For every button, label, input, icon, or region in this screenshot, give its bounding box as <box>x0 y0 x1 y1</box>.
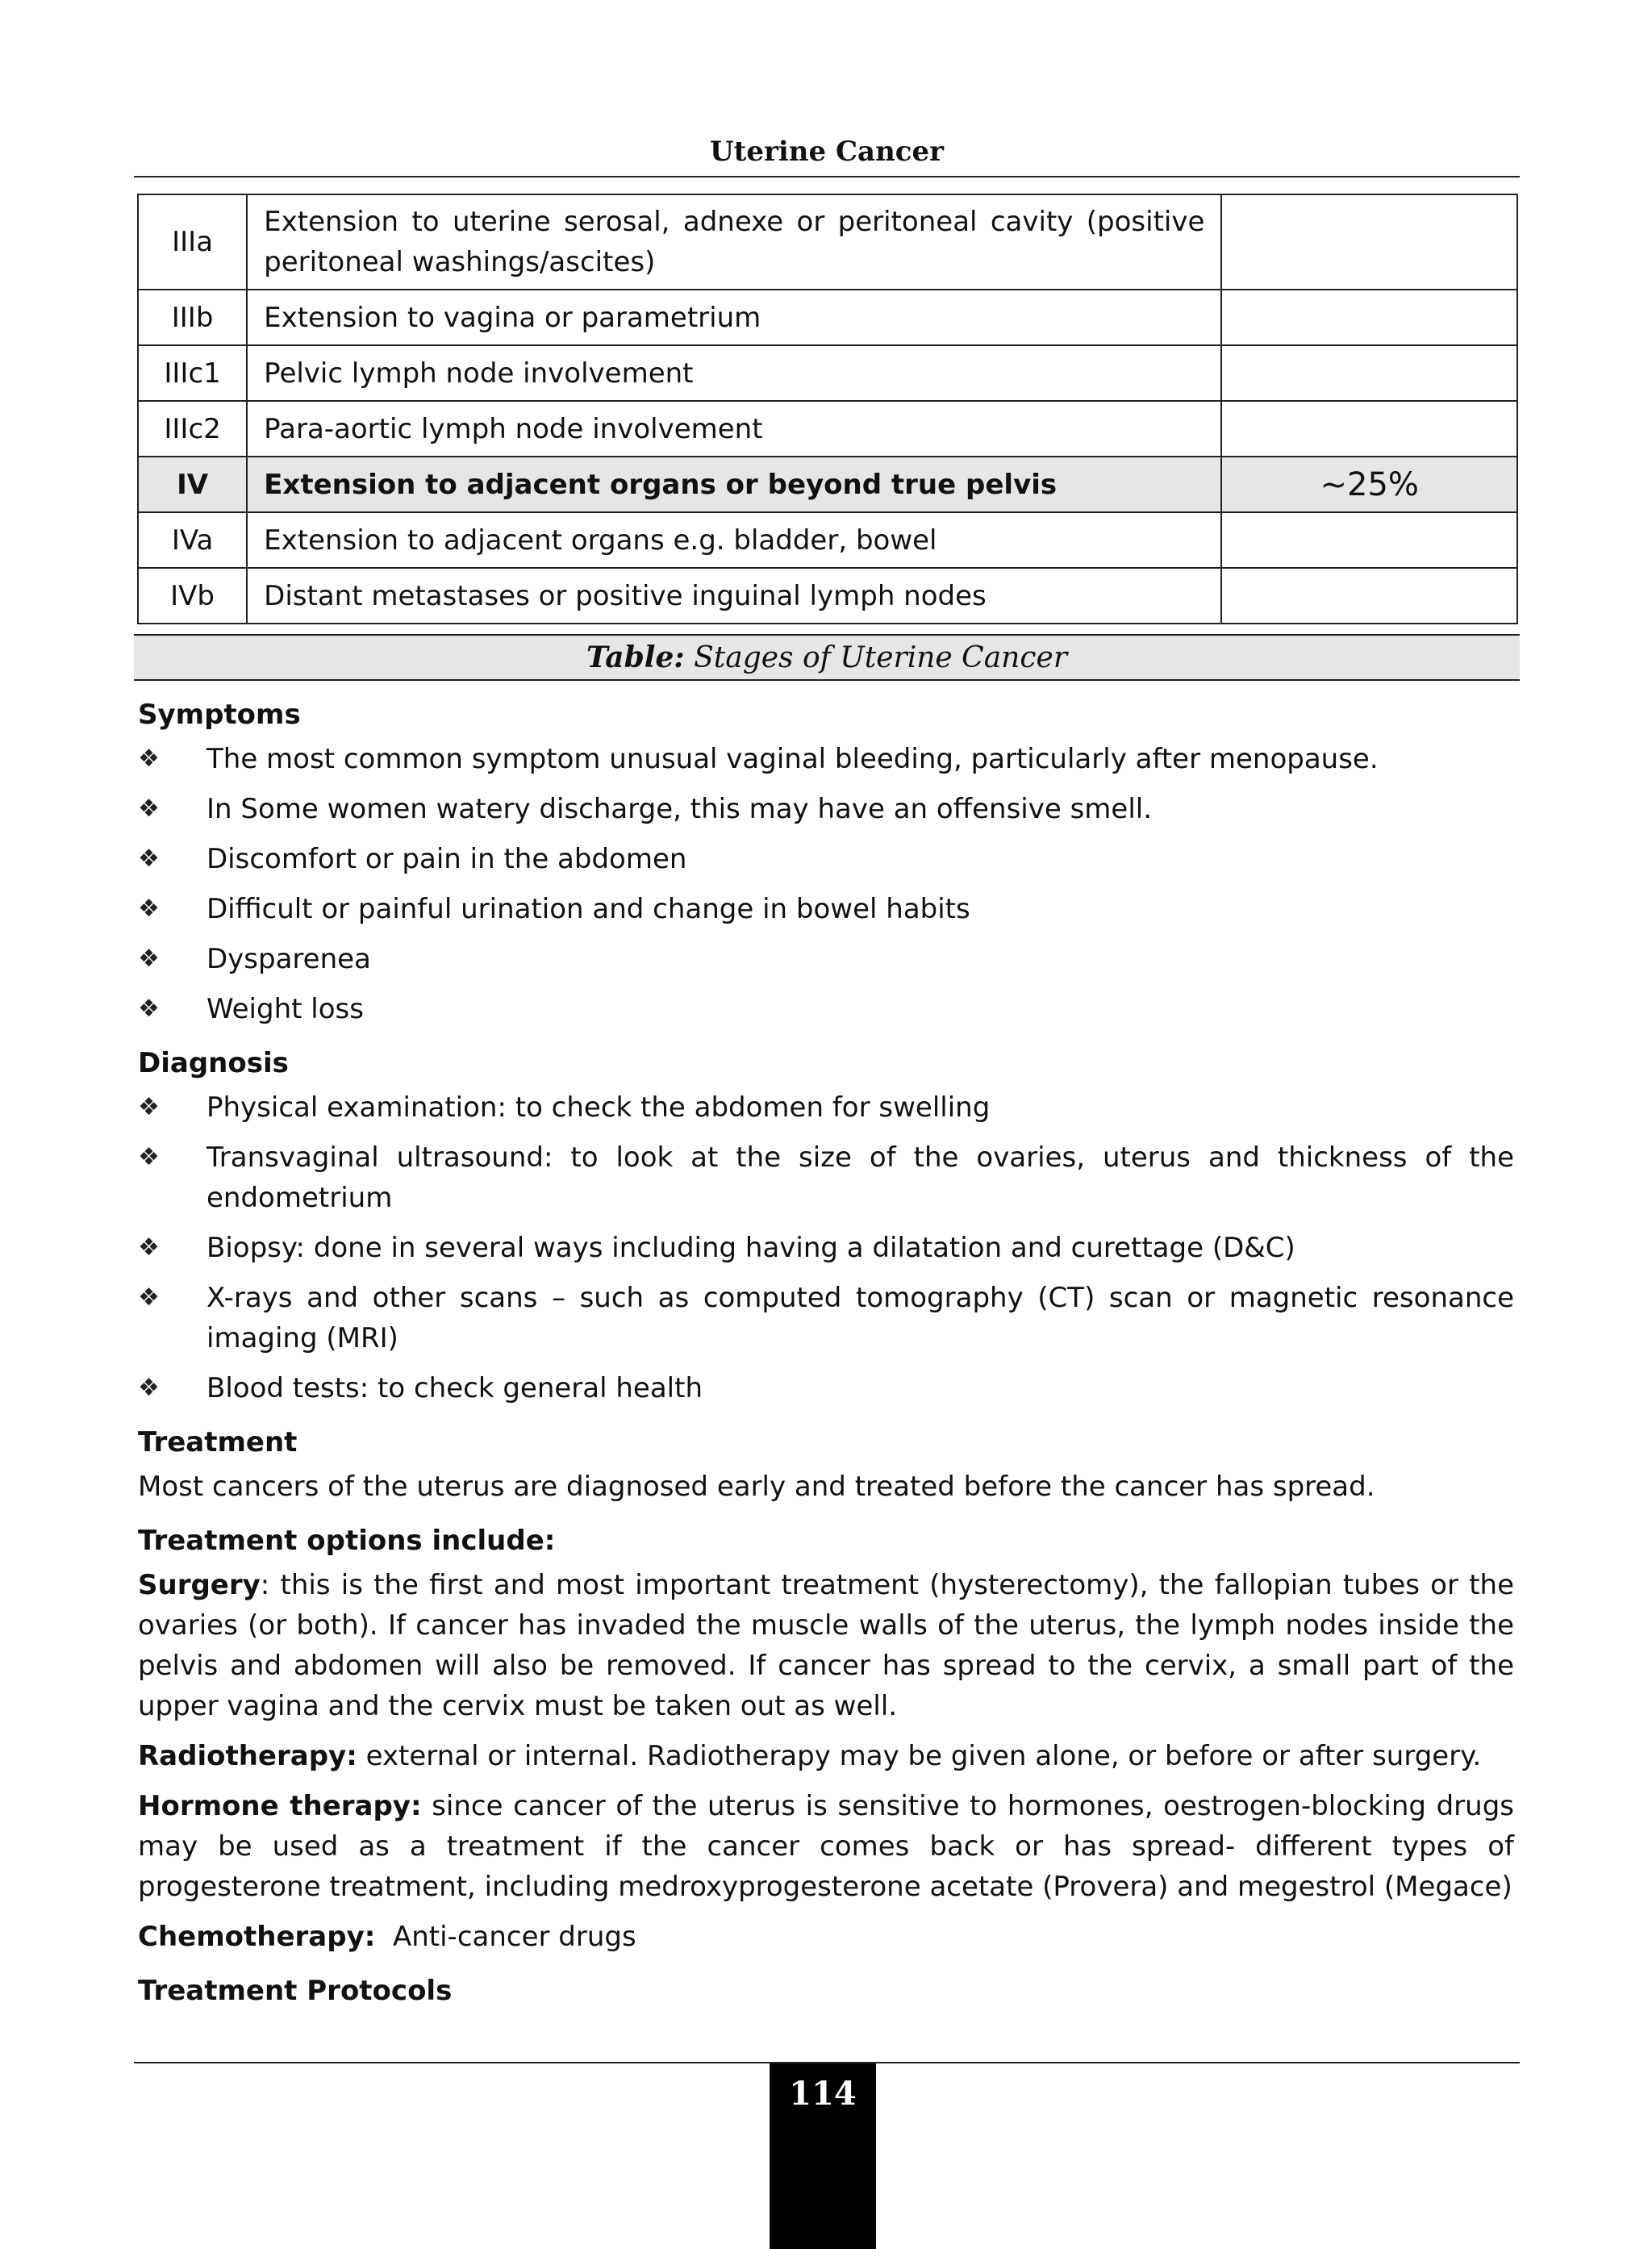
chemotherapy-text: Anti-cancer drugs <box>375 1921 636 1953</box>
stage-cell: IIIc1 <box>138 345 247 401</box>
caption-text: Stages of Uterine Cancer <box>684 641 1068 674</box>
table-caption <box>134 634 1520 681</box>
list-item <box>138 939 1514 979</box>
diamond-bullet-icon: ❖ <box>138 1374 160 1402</box>
diagnosis-heading: Diagnosis <box>138 1047 289 1079</box>
surgery-paragraph <box>138 1565 1514 1726</box>
list-item <box>138 839 1514 879</box>
list-item-text: Biopsy: done in several ways including having a dilatation and curettage (D&C) <box>206 1232 1295 1264</box>
diamond-bullet-icon: ❖ <box>138 745 160 773</box>
diamond-bullet-icon: ❖ <box>138 1283 160 1312</box>
list-item <box>138 989 1514 1029</box>
stage-cell: IVa <box>138 512 247 568</box>
treatment-heading: Treatment <box>138 1426 298 1458</box>
hormone-therapy-text: since cancer of the uterus is sensitive to hormones, oestrogen-blocking drugs may be used as a treatment if the cancer comes back or has spread- different types of progesterone treatment, including medroxyprogesterone acetate (Provera) and megestrol (Megace) <box>138 1790 1514 1903</box>
stages-table <box>137 194 1518 624</box>
surgery-text: : this is the first and most important treatment (hysterectomy), the fallopian tubes or the ovaries (or both). If cancer has invaded the muscle walls of the uterus, the lymph nodes inside the pelvis and abdomen will also be removed. If cancer has spread to the cervix, a small part of the upper vagina and the cervix must be taken out as well. <box>138 1569 1514 1722</box>
treatment-options-heading: Treatment options include: <box>138 1525 556 1557</box>
description-cell: Pelvic lymph node involvement <box>247 345 1221 401</box>
hormone-therapy-label: Hormone therapy: <box>138 1790 422 1822</box>
list-item <box>138 889 1514 929</box>
list-item <box>138 1228 1514 1268</box>
treatment-protocols-heading: Treatment Protocols <box>138 1975 453 2007</box>
radiotherapy-text: external or internal. Radiotherapy may be given alone, or before or after surgery. <box>357 1740 1482 1772</box>
description-cell: Distant metastases or positive inguinal lymph nodes <box>247 568 1221 624</box>
stage-cell: IIIb <box>138 290 247 345</box>
list-item-text: X-rays and other scans – such as computed tomography (CT) scan or magnetic resonance imaging (MRI) <box>206 1282 1514 1354</box>
header-divider <box>134 176 1520 177</box>
list-item-text: Weight loss <box>206 993 364 1025</box>
table-row <box>138 290 1517 345</box>
hormone-therapy-paragraph <box>138 1786 1514 1907</box>
table-row-highlighted <box>138 457 1517 512</box>
diamond-bullet-icon: ❖ <box>138 1093 160 1121</box>
percent-cell: ~25% <box>1221 457 1517 512</box>
diamond-bullet-icon: ❖ <box>138 795 160 823</box>
list-item <box>138 789 1514 829</box>
stage-cell: IV <box>138 457 247 512</box>
list-item-text: Discomfort or pain in the abdomen <box>206 843 687 875</box>
description-cell: Extension to vagina or parametrium <box>247 290 1221 345</box>
description-cell: Para-aortic lymph node involvement <box>247 401 1221 457</box>
treatment-intro: Most cancers of the uterus are diagnosed early and treated before the cancer has spread. <box>138 1471 1375 1503</box>
list-item <box>138 739 1514 779</box>
surgery-label: Surgery <box>138 1569 261 1601</box>
diamond-bullet-icon: ❖ <box>138 1143 160 1171</box>
list-item-text: Blood tests: to check general health <box>206 1372 703 1404</box>
diamond-bullet-icon: ❖ <box>138 945 160 973</box>
page-header-title: Uterine Cancer <box>709 136 945 168</box>
stage-cell: IVb <box>138 568 247 624</box>
caption-label: Table: <box>586 640 685 674</box>
diagnosis-list <box>138 1087 1514 1408</box>
percent-cell <box>1221 194 1517 290</box>
diamond-bullet-icon: ❖ <box>138 1233 160 1262</box>
table-row <box>138 345 1517 401</box>
table-row <box>138 512 1517 568</box>
main-content <box>138 691 1514 2015</box>
page-number: 114 <box>770 2063 876 2249</box>
percent-cell <box>1221 290 1517 345</box>
list-item-text: Physical examination: to check the abdomen for swelling <box>206 1091 991 1124</box>
list-item-text: In Some women watery discharge, this may have an offensive smell. <box>206 793 1153 825</box>
list-item-text: Dysparenea <box>206 943 371 975</box>
list-item-text: Transvaginal ultrasound: to look at the size of the ovaries, uterus and thickness of the endometrium <box>206 1141 1514 1214</box>
percent-cell <box>1221 401 1517 457</box>
radiotherapy-label: Radiotherapy: <box>138 1740 357 1772</box>
diamond-bullet-icon: ❖ <box>138 845 160 873</box>
radiotherapy-paragraph <box>138 1736 1514 1776</box>
chemotherapy-paragraph <box>138 1917 1514 1957</box>
percent-cell <box>1221 345 1517 401</box>
description-cell: Extension to adjacent organs or beyond true pelvis <box>247 457 1221 512</box>
table-row <box>138 194 1517 290</box>
stage-cell: IIIa <box>138 194 247 290</box>
list-item <box>138 1137 1514 1218</box>
table-row <box>138 568 1517 624</box>
percent-cell <box>1221 512 1517 568</box>
symptoms-list <box>138 739 1514 1029</box>
description-cell: Extension to uterine serosal, adnexe or peritoneal cavity (positive peritoneal washings/ascites) <box>247 194 1221 290</box>
list-item <box>138 1278 1514 1358</box>
diamond-bullet-icon: ❖ <box>138 995 160 1023</box>
diamond-bullet-icon: ❖ <box>138 895 160 923</box>
list-item-text: Difficult or painful urination and change in bowel habits <box>206 893 970 925</box>
list-item-text: The most common symptom unusual vaginal bleeding, particularly after menopause. <box>206 743 1379 775</box>
stage-cell: IIIc2 <box>138 401 247 457</box>
chemotherapy-label: Chemotherapy: <box>138 1921 376 1953</box>
description-cell: Extension to adjacent organs e.g. bladder, bowel <box>247 512 1221 568</box>
table-row <box>138 401 1517 457</box>
list-item <box>138 1087 1514 1128</box>
symptoms-heading: Symptoms <box>138 699 301 731</box>
list-item <box>138 1368 1514 1408</box>
percent-cell <box>1221 568 1517 624</box>
